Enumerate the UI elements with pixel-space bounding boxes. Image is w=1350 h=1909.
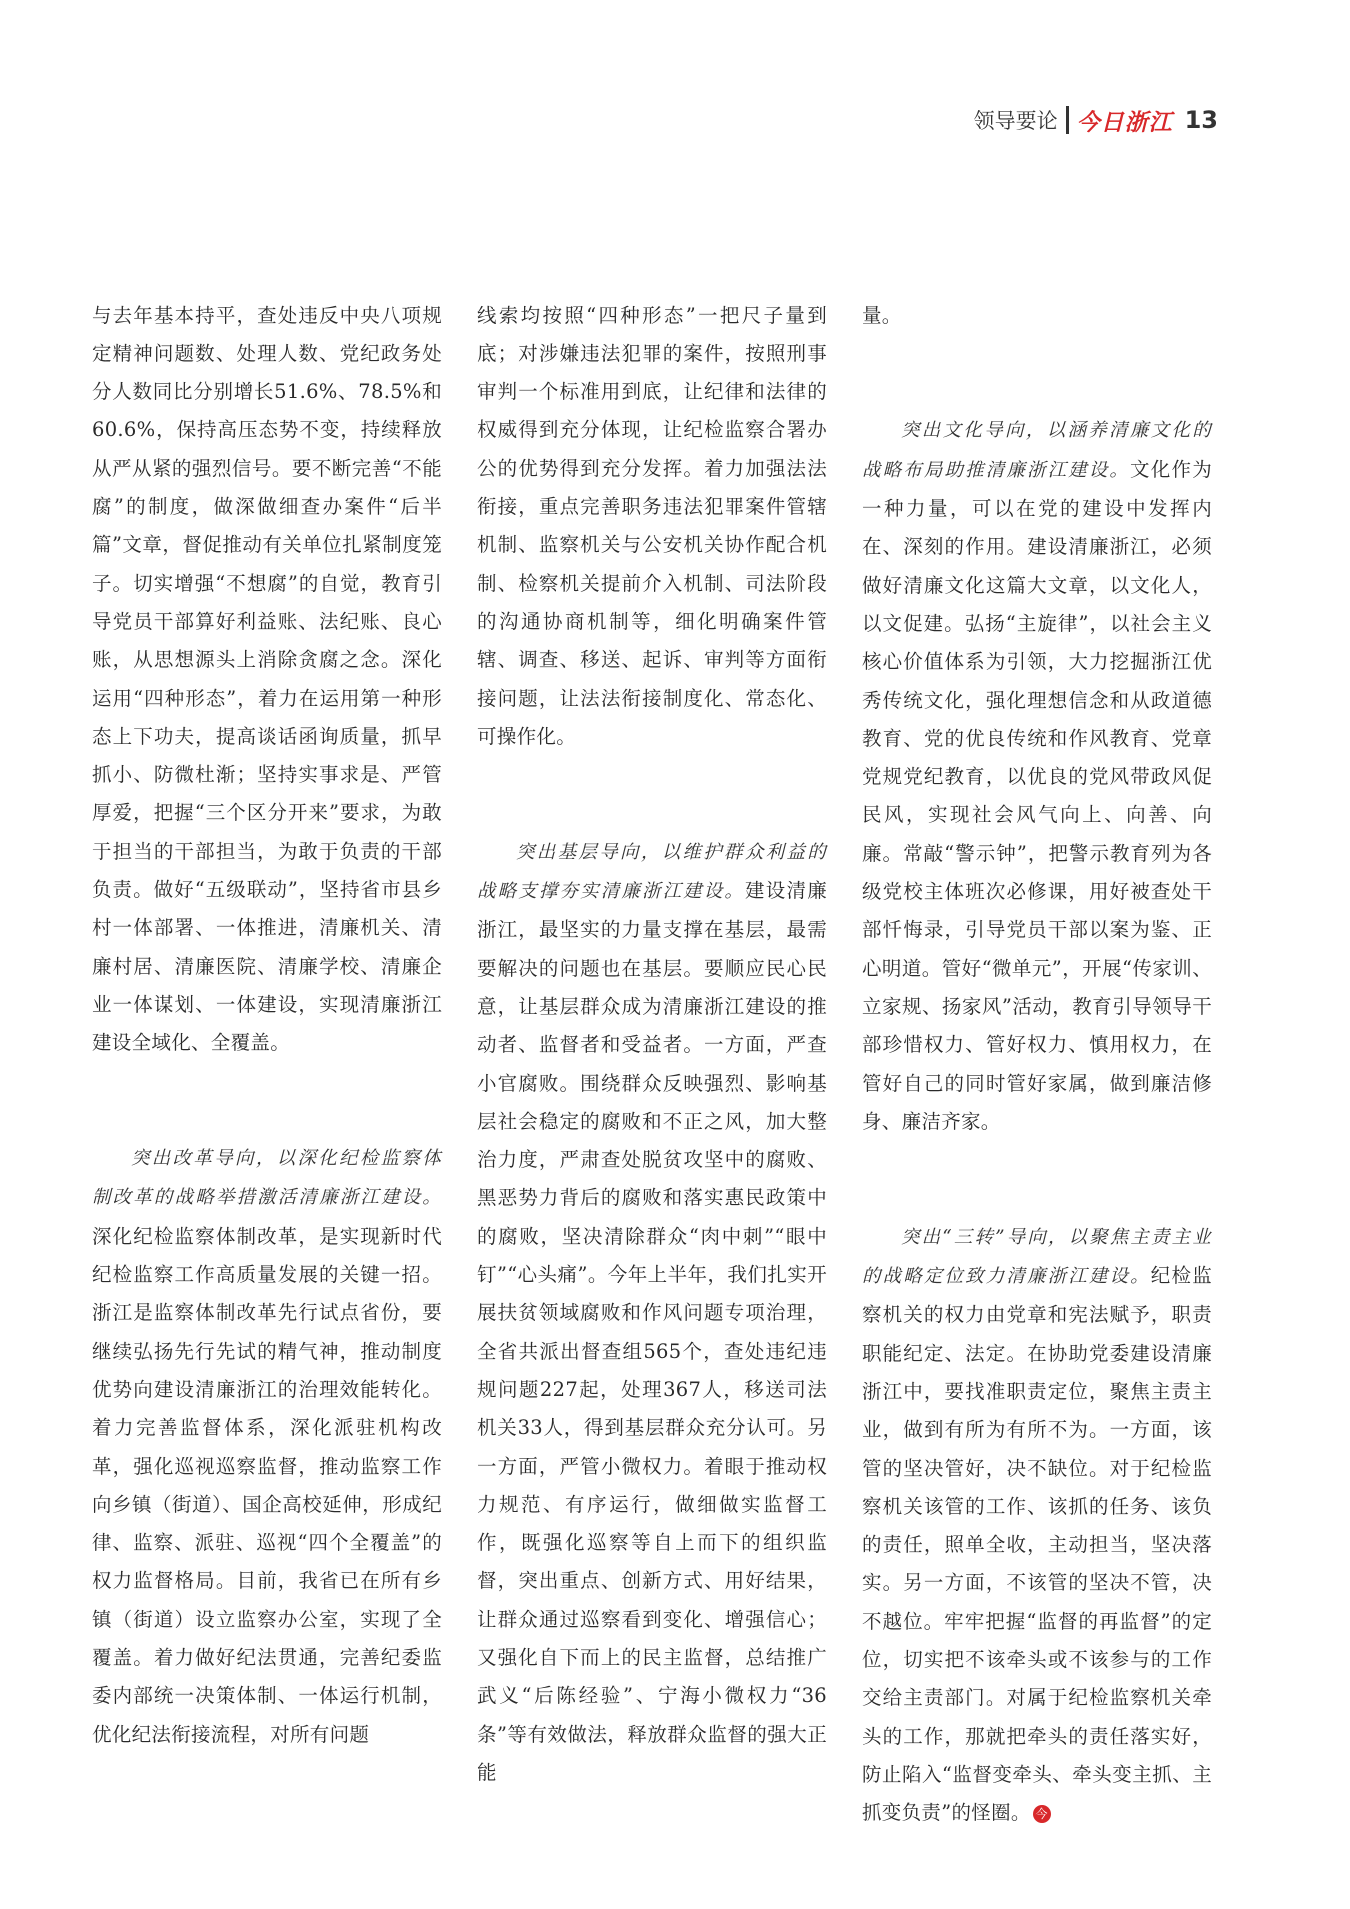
paragraph — [862, 411, 1212, 1141]
page-number: 13 — [1184, 106, 1218, 134]
paragraph: 与去年基本持平，查处违反中央八项规定精神问题数、处理人数、党纪政务处分人数同比分别增长51.6%、78.5%和60.6%，保持高压态势不变，持续释放从严从紧的强烈信号。要不断完善“不能腐”的制度，做深做细查办案件“后半篇”文章，督促推动有关单位扎紧制度笼子。切实增强“不想腐”的自觉，教育引导党员干部算好利益账、法纪账、良心账，从思想源头上消除贪腐之念。深化运用“四种形态”，着力在运用第一种形态上下功夫，提高谈话函询质量，抓早抓小、防微杜渐；坚持实事求是、严管厚爱，把握“三个区分开来”要求，为敢于担当的干部担当，为敢于负责的干部负责。做好“五级联动”，坚持省市县乡村一体部署、一体推进，清廉机关、清廉村居、清廉医院、清廉学校、清廉企业一体谋划、一体建设，实现清廉浙江建设全域化、全覆盖。 — [92, 303, 442, 1055]
magazine-logo: 今日浙江 — [1076, 108, 1173, 136]
header-divider — [1066, 106, 1069, 134]
page-header — [974, 104, 1218, 136]
end-of-article-icon: 今 — [1033, 1805, 1051, 1823]
paragraph — [477, 833, 827, 1792]
paragraph-body: 文化作为一种力量，可以在党的建设中发挥内在、深刻的作用。建设清廉浙江，必须做好清廉文化这篇大文章，以文化人，以文促建。弘扬“主旋律”，以社会主义核心价值体系为引领，大力挖掘浙江优秀传统文化，强化理想信念和从政道德教育、党的优良传统和作风教育、党章党规党纪教育，以优良的党风带政风促民风，实现社会风气向上、向善、向廉。常敲“警示钟”，把警示教育列为各级党校主体班次必修课，用好被查处干部忏悔录，引导党员干部以案为鉴、正心明道。管好“微单元”，开展“传家训、立家规、扬家风”活动，教育引导领导干部珍惜权力、管好权力、慎用权力，在管好自己的同时管好家属，做到廉洁修身、廉洁齐家。 — [862, 457, 1213, 1133]
column-3 — [862, 220, 1212, 1909]
column-2 — [477, 220, 827, 1909]
paragraph: 线索均按照“四种形态”一把尺子量到底；对涉嫌违法犯罪的案件，按照刑事审判一个标准用到底，让纪律和法律的权威得到充分体现，让纪检监察合署办公的优势得到充分发挥。着力加强法法衔接，重点完善职务违法犯罪案件管辖机制、监察机关与公安机关协作配合机制、检察机关提前介入机制、司法阶段的沟通协商机制等，细化明确案件管辖、调查、移送、起诉、审判等方面衔接问题，让法法衔接制度化、常态化、可操作化。 — [477, 303, 827, 748]
paragraph — [92, 1139, 442, 1754]
lead-sentence: 突出改革导向，以深化纪检监察体制改革的战略举措激活清廉浙江建设。 — [92, 1148, 442, 1209]
lead-sentence: 突出文化导向，以涵养清廉文化的战略布局助推清廉浙江建设。 — [862, 420, 1212, 481]
paragraph: 量。 — [862, 303, 902, 327]
paragraph-body: 建设清廉浙江，最坚实的力量支撑在基层，最需要解决的问题也在基层。要顺应民心民意，让基层群众成为清廉浙江建设的推动者、监督者和受益者。一方面，严查小官腐败。围绕群众反映强烈、影响基层社会稳定的腐败和不正之风，加大整治力度，严肃查处脱贫攻坚中的腐败、黑恶势力背后的腐败和落实惠民政策中的腐败，坚决清除群众“肉中刺”“眼中钉”“心头痛”。今年上半年，我们扎实开展扶贫领域腐败和作风问题专项治理，全省共派出督查组565个，查处违纪违规问题227起，处理367人，移送司法机关33人，得到基层群众充分认可。另一方面，严管小微权力。着眼于推动权力规范、有序运行，做细做实监督工作，既强化巡察等自上而下的组织监督，突出重点、创新方式、用好结果，让群众通过巡察看到变化、增强信心；又强化自下而上的民主监督，总结推广武义“后陈经验”、宁海小微权力“36条”等有效做法，释放群众监督的强大正能 — [477, 879, 828, 1784]
column-1 — [92, 220, 442, 1909]
section-label: 领导要论 — [973, 109, 1058, 133]
lead-sentence: 突出基层导向，以维护群众利益的战略支撑夯实清廉浙江建设。 — [477, 841, 827, 903]
paragraph-body: 深化纪检监察体制改革，是实现新时代纪检监察工作高质量发展的关键一招。浙江是监察体制改革先行试点省份，要继续弘扬先行先试的精气神，推动制度优势向建设清廉浙江的治理效能转化。着力完善监督体系，深化派驻机构改革，强化巡视巡察监督，推动监察工作向乡镇（街道）、国企高校延伸，形成纪律、监察、派驻、巡视“四个全覆盖”的权力监督格局。目前，我省已在所有乡镇（街道）设立监察办公室，实现了全覆盖。着力做好纪法贯通，完善纪委监委内部统一决策体制、一体运行机制，优化纪法衔接流程，对所有问题 — [92, 1224, 442, 1746]
lead-sentence: 突出“三转”导向，以聚焦主责主业的战略定位致力清廉浙江建设。 — [862, 1226, 1212, 1288]
paragraph — [862, 1218, 1212, 1833]
article-body — [92, 220, 1212, 1909]
paragraph-body: 纪检监察机关的权力由党章和宪法赋予，职责职能纪定、法定。在协助党委建设清廉浙江中，要找准职责定位，聚焦主责主业，做到有所为有所不为。一方面，该管的坚决管好，决不缺位。对于纪检监察机关该管的工作、该抓的任务、该负的责任，照单全收，主动担当，坚决落实。另一方面，不该管的坚决不管，决不越位。牢牢把握“监督的再监督”的定位，切实把不该牵头或不该参与的工作交给主责部门。对属于纪检监察机关牵头的工作，那就把牵头的责任落实好，防止陷入“监督变牵头、牵头变主抓、主抓变负责”的怪圈。 — [862, 1264, 1212, 1825]
